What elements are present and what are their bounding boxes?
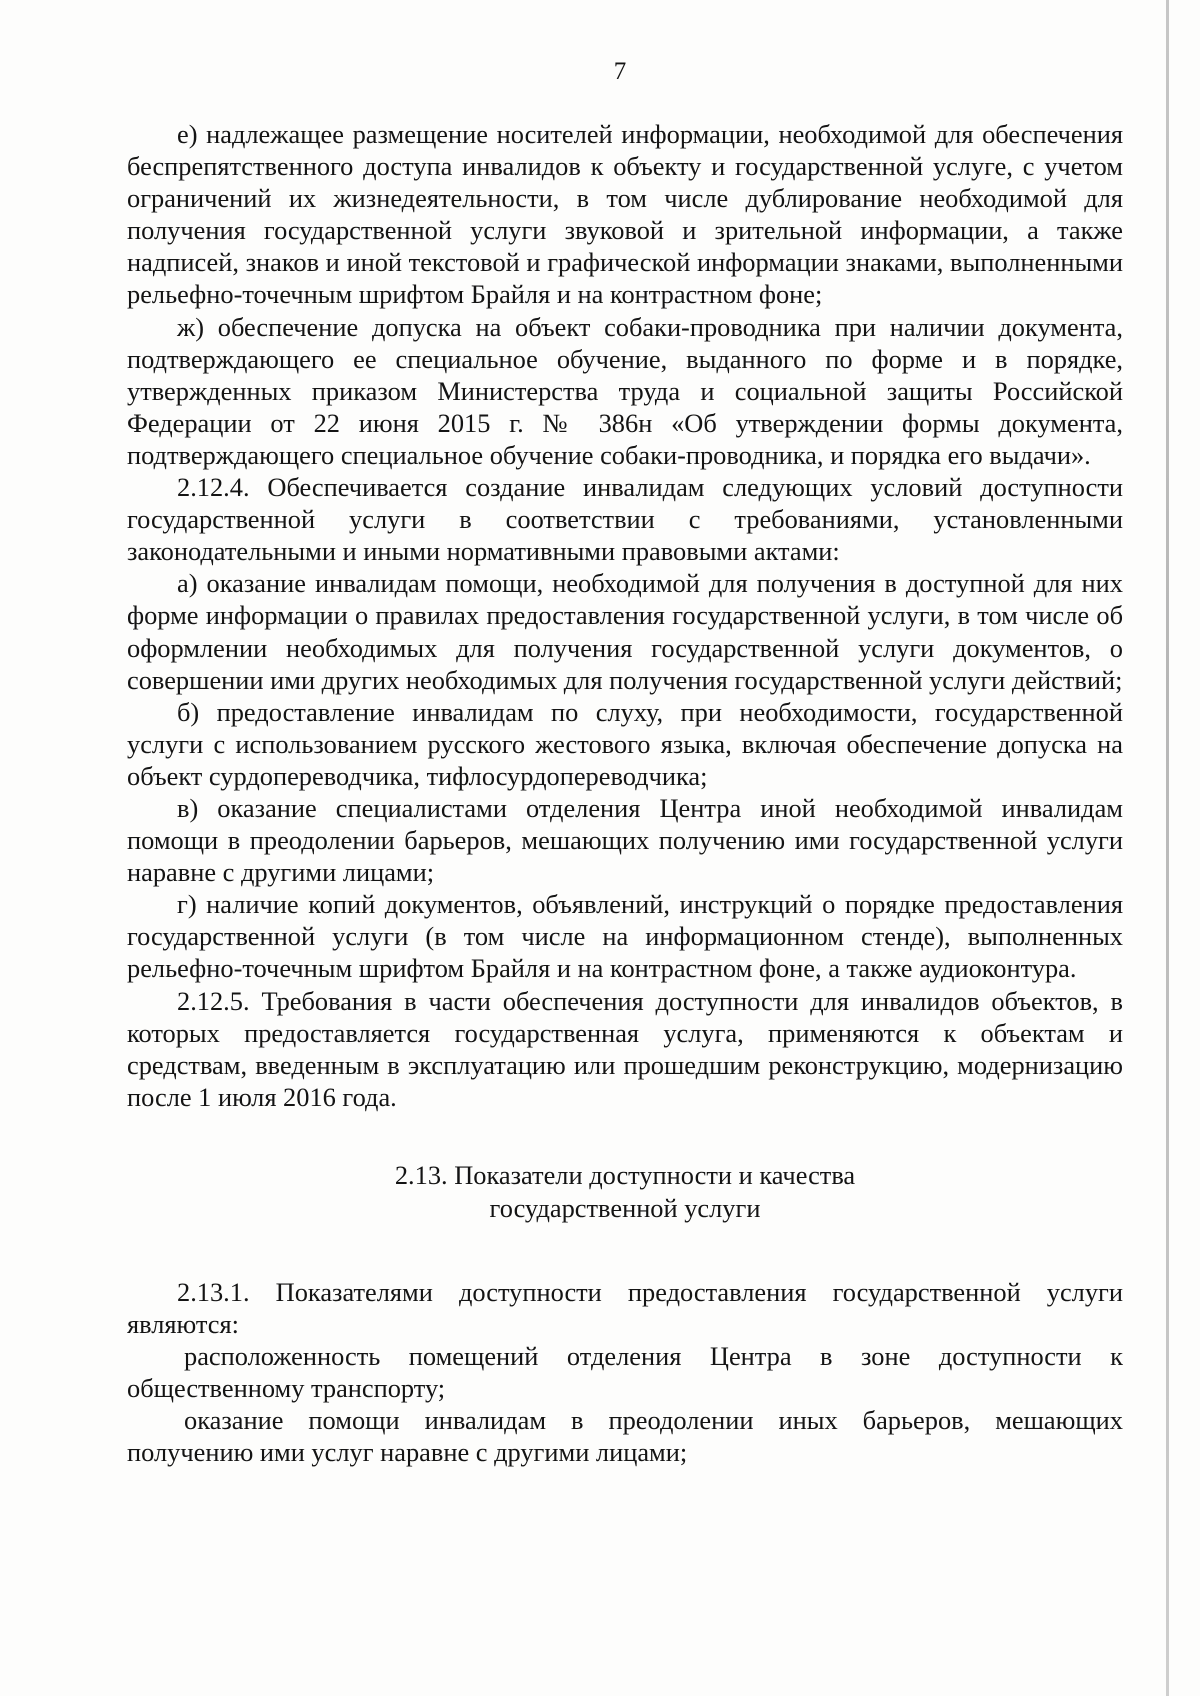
paragraph-b: б) предоставление инвалидам по слуху, при необходимости, государственной услуги с использованием русского жестового языка, включая обеспечение допуска на объект сурдопереводчика, тифлосурдопереводчика;: [127, 696, 1123, 791]
paragraph-barrier-help: оказание помощи инвалидам в преодолении иных барьеров, мешающих получению ими услуг наравне с другими лицами;: [127, 1405, 1123, 1468]
section-heading: [127, 1159, 1123, 1225]
paragraph-2-12-5: 2.12.5. Требования в части обеспечения доступности для инвалидов объектов, в которых предоставляется государственная услуга, применяются к объектам и средствам, введенным в эксплуатацию или прошедшим реконструкцию, модернизацию после 1 июля 2016 года.: [127, 985, 1123, 1112]
document-body: [127, 118, 1123, 1468]
scan-edge-line: [1166, 0, 1169, 1696]
paragraph-transport-access: расположенность помещений отделения Центра в зоне доступности к общественному транспорту;: [127, 1341, 1123, 1404]
paragraph-zh: ж) обеспечение допуска на объект собаки-проводника при наличии документа, подтверждающего ее специальное обучение, выданного по форме и в порядке, утвержденных приказом Министерства труда и социальной защиты Российской Федерации от 22 июня 2015 г. № 386н «Об утверждении формы документа, подтверждающего специальное обучение собаки-проводника, и порядка его выдачи».: [127, 311, 1123, 470]
paragraph-g: г) наличие копий документов, объявлений, инструкций о порядке предоставления государственной услуги (в том числе на информационном стенде), выполненных рельефно-точечным шрифтом Брайля и на контрастном фоне, а также аудиоконтура.: [127, 889, 1123, 984]
paragraph-a: а) оказание инвалидам помощи, необходимой для получения в доступной для них форме информации о правилах предоставления государственной услуги, в том числе об оформлении необходимых для получения государственной услуги документов, о совершении ими других необходимых для получения государственной услуги действий;: [127, 568, 1123, 695]
paragraph-v: в) оказание специалистами отделения Центра иной необходимой инвалидам помощи в преодолении барьеров, мешающих получению ими государственной услуги наравне с другими лицами;: [127, 792, 1123, 888]
section-heading-line-1: 2.13. Показатели доступности и качества: [394, 1159, 856, 1190]
section-heading-line-2: государственной услуги: [489, 1192, 761, 1223]
paragraph-2-12-4: 2.12.4. Обеспечивается создание инвалидам следующих условий доступности государственной услуги в соответствии с требованиями, установленными законодательными и иными нормативными правовыми актами:: [127, 472, 1123, 567]
paragraph-e: е) надлежащее размещение носителей информации, необходимой для обеспечения беспрепятственного доступа инвалидов к объекту и государственной услуге, с учетом ограничений их жизнедеятельности, в том числе дублирование необходимой для получения государственной услуги звуковой и зрительной информации, а также надписей, знаков и иной текстовой и графической информации знаками, выполненными рельефно-точечным шрифтом Брайля и на контрастном фоне;: [127, 119, 1123, 310]
page-number: 7: [613, 58, 627, 85]
paragraph-2-13-1: 2.13.1. Показателями доступности предоставления государственной услуги являются:: [127, 1276, 1123, 1339]
